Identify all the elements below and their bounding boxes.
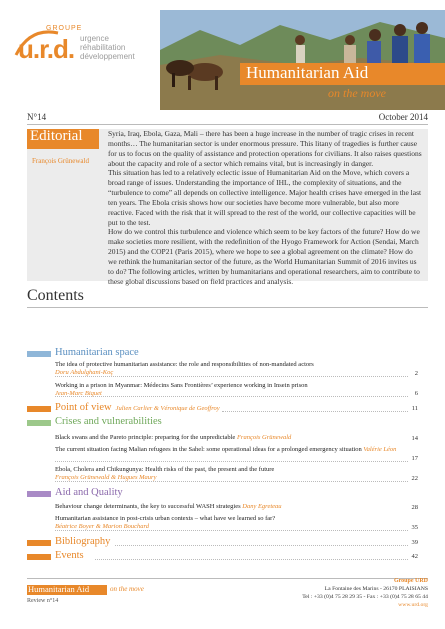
toc-entry-author: Doru Abdulghani-Koç [55, 369, 114, 376]
toc-page-number: 35 [411, 524, 418, 531]
toc-page-number: 2 [414, 370, 418, 377]
section-color-bar [27, 406, 51, 412]
toc-entry-author: Dany Egreteau [242, 503, 282, 510]
toc-entry[interactable] [55, 361, 417, 377]
toc-page-number: 28 [411, 504, 418, 511]
toc-leader [55, 396, 408, 397]
logo-line-3: développement [80, 52, 135, 61]
logo-groupe-text: GROUPE [46, 25, 83, 32]
toc-page-number: 17 [411, 455, 418, 462]
editorial-title: Editorial [30, 128, 83, 144]
toc-page-number: 39 [411, 539, 418, 546]
toc-entry-author: François Grünewald [236, 434, 292, 441]
section-heading[interactable] [27, 402, 428, 414]
toc-leader [55, 376, 408, 377]
toc-leader [55, 481, 408, 482]
divider [27, 124, 428, 125]
section-label: Bibliography [55, 536, 111, 547]
section-label-text: Point of view [55, 402, 112, 413]
toc-entry[interactable] [55, 503, 417, 511]
toc-entry-title: Ebola, Cholera and Chikungunya: Health risks of the past, the present and the future [55, 466, 275, 473]
logo-urd-text: u.r.d. [18, 34, 75, 64]
editorial-author: François Grünewald [32, 157, 89, 165]
footer-review-number: Review n°14 [27, 598, 59, 604]
section-author: Julien Carlier & Véronique de Geoffroy [115, 405, 220, 412]
contents-title: Contents [27, 287, 84, 304]
toc-entry[interactable] [55, 515, 417, 531]
footer-contact-line: Tel : +33 (0)4 75 28 29 35 - Fax : +33 (0)4 75 28 65 44 [302, 593, 428, 600]
footer-brand: Humanitarian Aid [28, 584, 90, 594]
toc-entry-title: The current situation facing Malian refugees in the Sahel: some operational ideas for a prolonged emergency situation [55, 446, 362, 453]
toc-page-number: 14 [411, 435, 418, 442]
toc-page-number: 42 [411, 553, 418, 560]
toc-entry-title: Working in a prison in Myanmar: Médecins Sans Frontières’ experience working in Insein prison [55, 382, 308, 389]
logo-line-1: urgence [80, 34, 109, 43]
editorial-paragraph: How do we control this turbulence and violence which seem to be key factors of the future? How do we make societies more resilient, with the redefinition of the Hyogo Framework for Action (Sendai, March 2015) and the COP21 (Paris 2015), where we hope to see a global agreement on the climate? How do we rethink the humanitarian sector of the future, as the World Humanitarian Summit of 2016 invites us to do? The following articles, written by humanitarians and operational researchers, aim to contribute to these global discussions based on field practices and analysis. [108, 227, 420, 286]
section-color-bar [27, 554, 51, 560]
section-label: Aid and Quality [55, 487, 123, 498]
toc-entry[interactable] [55, 446, 417, 454]
banner-subtitle: on the move [328, 86, 386, 100]
footer-tagline: on the move [110, 585, 144, 593]
issue-date: October 2014 [378, 112, 428, 122]
logo-subtitle [80, 34, 135, 61]
section-label: Crises and vulnerabilities [55, 416, 162, 427]
footer-website-link[interactable]: www.urd.org [398, 602, 428, 608]
header-photo [160, 10, 445, 110]
toc-leader [222, 411, 408, 412]
section-color-bar [27, 420, 51, 426]
toc-entry-title: Black swans and the Pareto principle: preparing for the unpredictable [55, 434, 236, 441]
toc-entry[interactable] [55, 434, 417, 442]
toc-leader [55, 530, 408, 531]
toc-entry-author: Jean-Marc Biquet [55, 390, 102, 397]
divider [27, 307, 428, 308]
editorial-body [108, 129, 422, 287]
toc-entry-author: François Grünewald & Hugues Maury [55, 474, 157, 481]
toc-entry-author: Valérie Léon [363, 446, 397, 453]
footer-org-name: Groupe URD [393, 578, 428, 584]
toc-page-number: 22 [411, 475, 418, 482]
footer-address [302, 586, 428, 601]
editorial-paragraph: Syria, Iraq, Ebola, Gaza, Mali – there has been a huge increase in the number of tragic crises in recent months… The humanitarian sector is under enormous pressure. This litany of tragedies is further cause for us to focus on the quality of assistance and protection operations for civilians. It also raises questions about the capacity and role of a sector which remains vital, but is increasingly in danger. [108, 129, 422, 168]
banner-title: Humanitarian Aid [246, 63, 369, 82]
section-color-bar [27, 540, 51, 546]
toc-entry-title: Humanitarian assistance in post-crisis urban contexts – what have we learned so far? [55, 515, 276, 522]
toc-entry-title: The idea of protective humanitarian assistance: the role and responsibilities of non-mandated actors [55, 361, 314, 368]
logo-line-2: réhabilitation [80, 43, 126, 52]
toc-entry-title: Behaviour change determinants, the key to successful WASH strategies [55, 503, 241, 510]
toc-leader [95, 559, 408, 560]
section-color-bar [27, 491, 51, 497]
footer-address-line: La Fontaine des Marins - 26170 PLAISIANS [324, 586, 428, 592]
toc-page-number: 6 [414, 390, 418, 397]
section-label [55, 402, 220, 413]
section-label: Events [55, 550, 84, 561]
editorial-paragraph: This situation has led to a relatively eclectic issue of Humanitarian Aid on the Move, which covers a broad range of issues. Understanding the importance of IHL, the complexity of situations, and the “turbulence to come” all depends on collective intelligence. Major health crises have emerged in the last ten years. The Ebola crisis shows how our societies have become more vulnerable, but also more reactive. Faced with the risk that it will spread to the rest of the world, our collective capacities will be put to the test. [108, 168, 422, 227]
section-label: Humanitarian space [55, 347, 139, 358]
toc-page-number: 11 [411, 405, 418, 412]
toc-leader [115, 545, 408, 546]
section-color-bar [27, 351, 51, 357]
toc-leader [55, 461, 408, 462]
toc-entry-author: Béatrice Boyer & Marion Bouchard [55, 523, 149, 530]
divider [27, 578, 428, 579]
toc-entry[interactable] [55, 466, 417, 482]
issue-number: N°14 [27, 112, 47, 122]
